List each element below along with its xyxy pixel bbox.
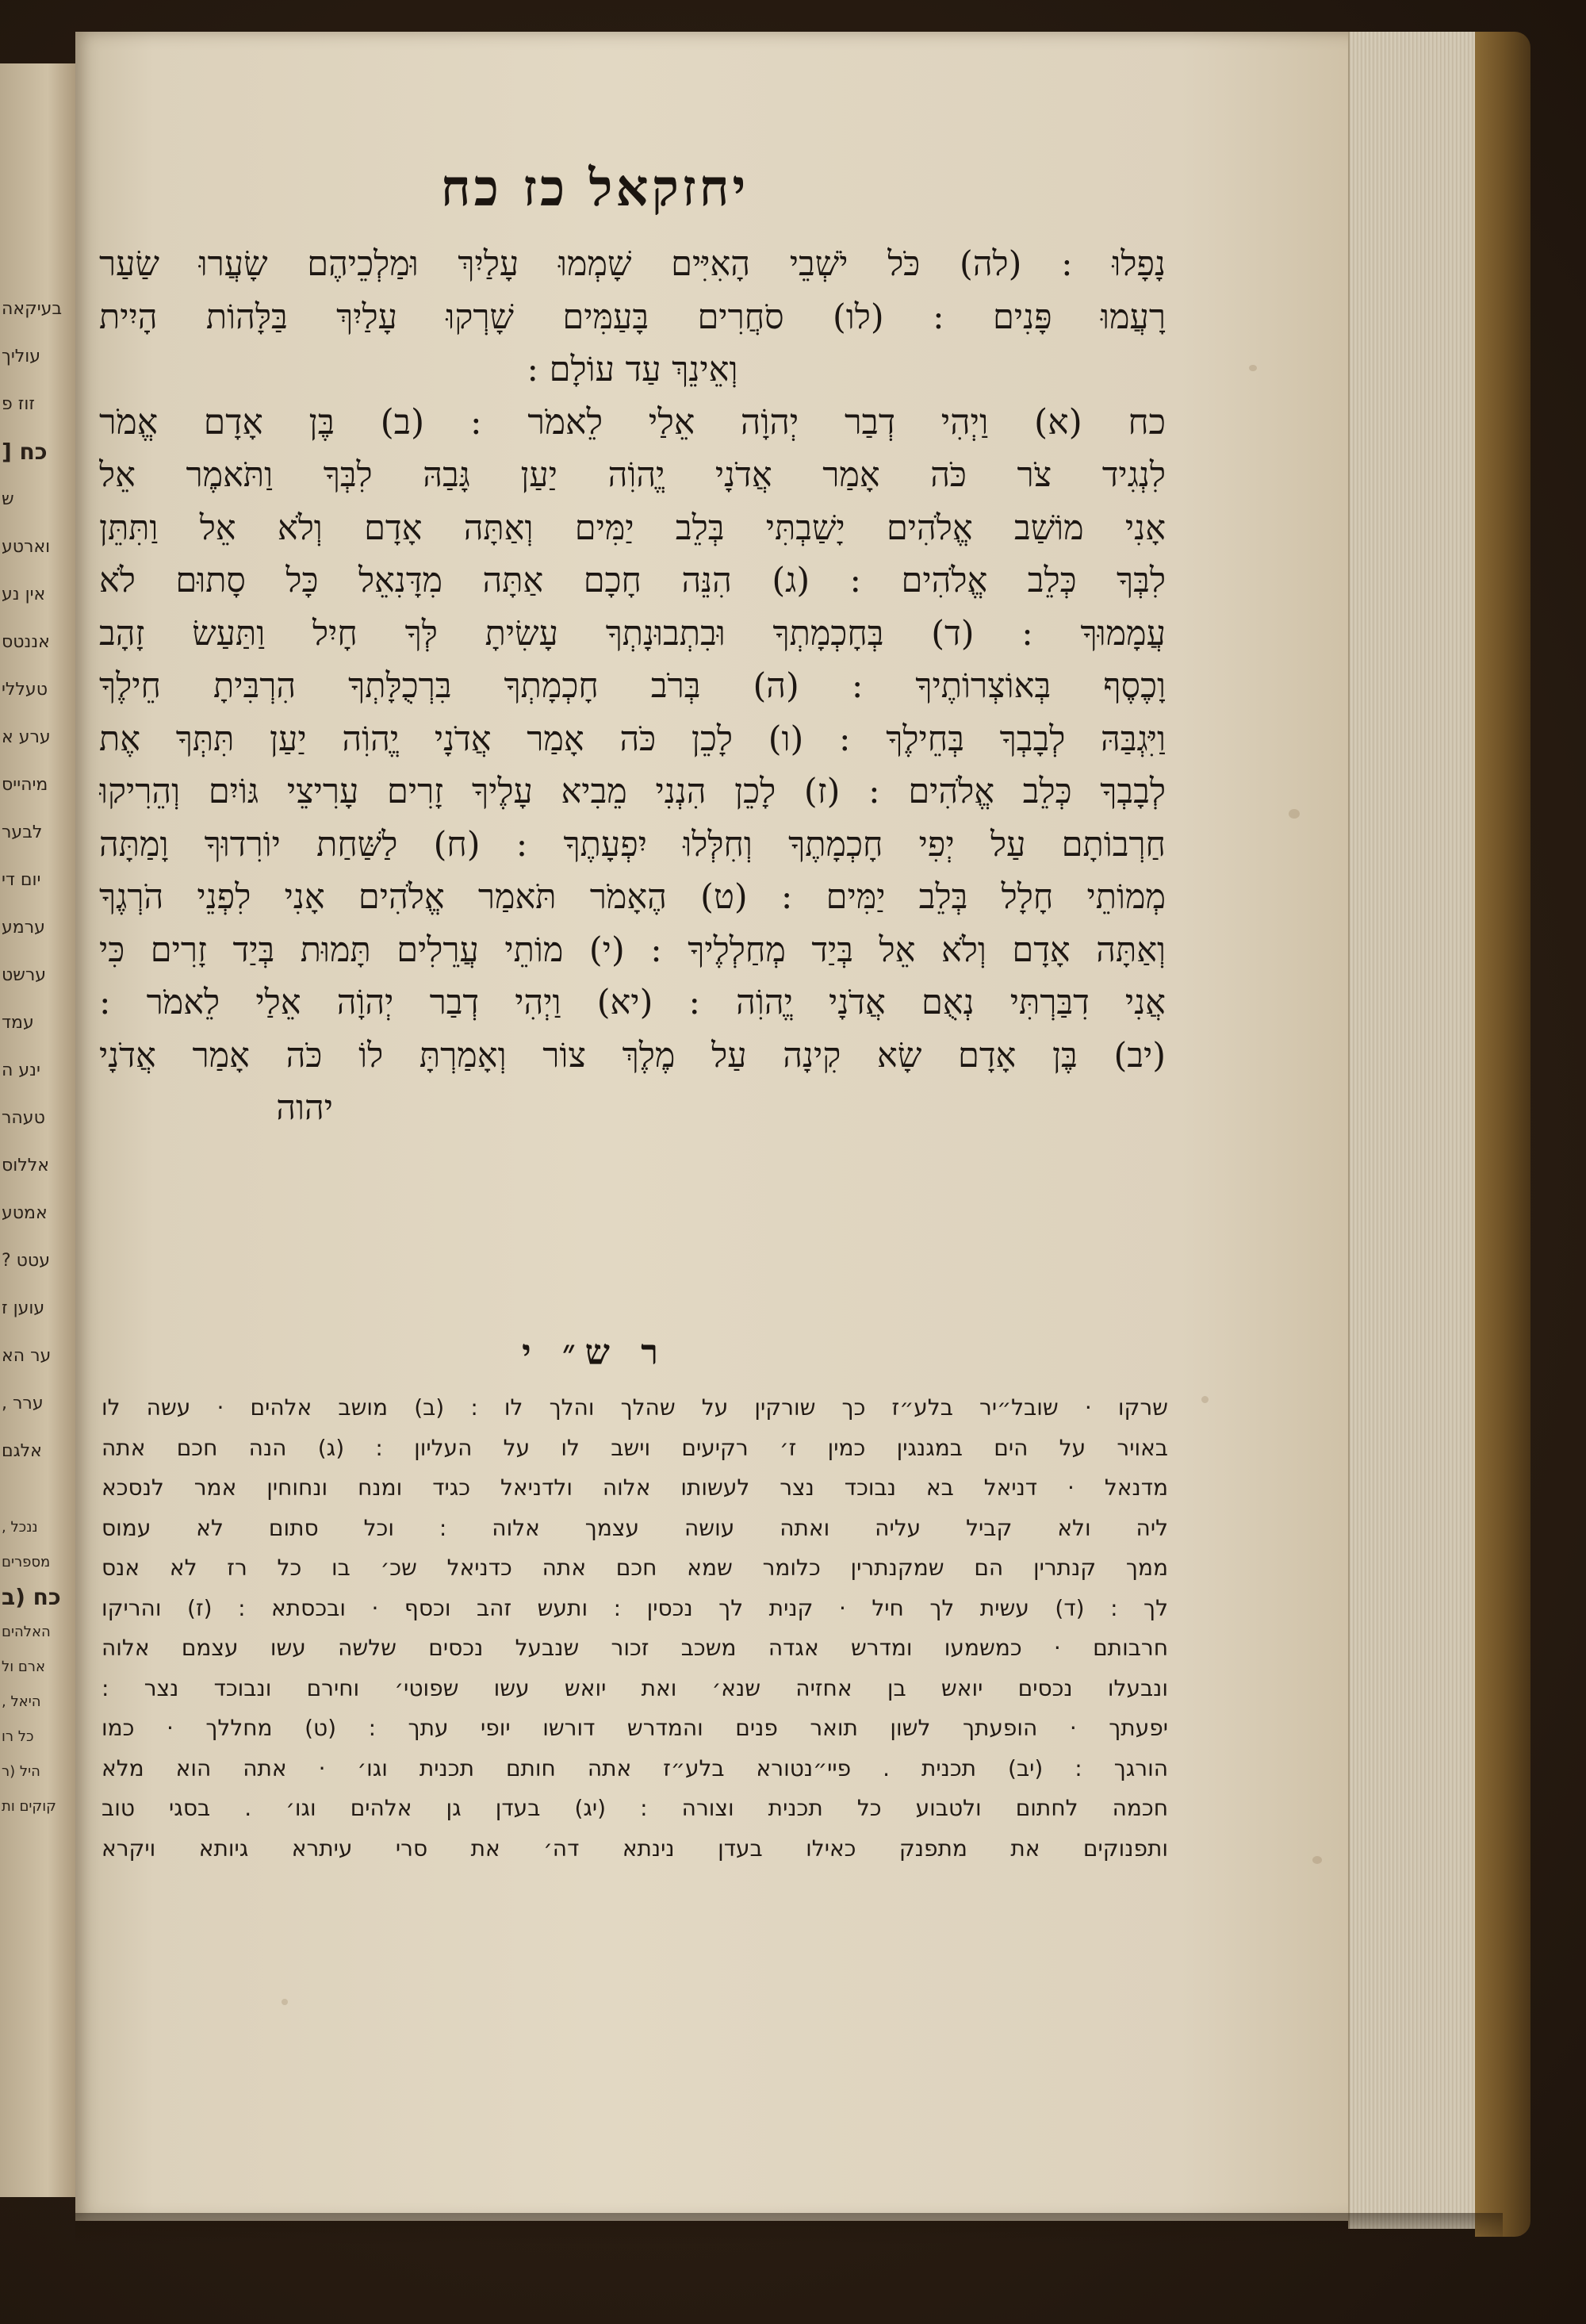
commentary-line: ותפנוקים את מתפנק כאילו בעדן נינתא דה׳ את סרי עיתרא גיותא ויקרא	[102, 1835, 1168, 1862]
scripture-text	[99, 238, 1166, 1135]
previous-page-fragment: וארטע	[2, 537, 51, 557]
previous-page-fragment: לבער	[2, 823, 43, 842]
commentary-line: חכמה לחתום ולטבוע כל תכנית וצורה : (יג) בעדן גן אלהים וגו׳ . בסגי טוב	[102, 1795, 1168, 1821]
previous-page-fragment: עוליך	[2, 347, 41, 366]
previous-page-fragment: ערשט	[2, 965, 47, 985]
previous-page-fragment: מיהייס	[2, 775, 48, 795]
previous-page-fragment: ש	[2, 489, 14, 509]
previous-page-fragment: ינע ה	[2, 1060, 40, 1080]
text-line: רָעֲמוּ פָּנִים : (לו) סֹחֲרִים בָּעַמִּים שָׁרְקוּ עָלַיִךְ בַּלָּהוֹת הָיִית	[99, 297, 1166, 337]
text-line: נָפָלוּ : (לה) כֹּל יֹשְׁבֵי הָאִיִּים שָׁמְמוּ עָלַיִךְ וּמַלְכֵיהֶם שָׂעֲרוּ שַׂעַר	[99, 244, 1166, 284]
previous-page-fragment: כל רו	[2, 1728, 34, 1745]
text-line: וַיִּגְבַּהּ לְבָבְךָ בְּחֵילֶךָ : (ו) לָכֵן כֹּה אָמַר אֲדֹנָי יֱהוִֹה יַעַן תִּתְּךָ אֶת	[99, 719, 1166, 759]
text-line: חַרְבוֹתָם עַל יְפִי חָכְמָתֶךָ וְחִלְּלוּ יִפְעָתֶךָ : (ח) לַשַּׁחַת יוֹרִדוּךָ וָמַתָּה	[99, 824, 1166, 865]
foxing-spot	[1312, 1856, 1322, 1864]
previous-page-text	[2, 286, 78, 1824]
previous-page-fragment: ערע א	[2, 727, 51, 747]
previous-page-fragment: עטט ?	[2, 1251, 50, 1271]
previous-page-fragment: אין נע	[2, 585, 46, 604]
text-line: עֲמָמוּךָ : (ד) בְּחָכְמָתְךָ וּבִתְבוּנָתְךָ עָשִׂיתָ לְּךָ חָיִל וַתַּעַשׂ זָהָב	[99, 613, 1166, 654]
commentary-line: חרבותם · כמשמעו ומדרש אגדה משכב זכור שנבעל נכסים שלשה עשו עצמם אלוה	[102, 1635, 1168, 1661]
text-line: וְאֵינֵךְ עַד עוֹלָם :	[527, 350, 738, 389]
previous-page-fragment: כח [	[2, 439, 48, 465]
previous-page-fragment: כח (ב	[2, 1584, 61, 1610]
text-line: וָכֶסֶף בְּאוֹצְרוֹתֶיךָ : (ה) בְּרֹב חָכְמָתְךָ בִּרְכֻלָּתְךָ הִרְבִּיתָ חֵילֶךָ	[99, 666, 1166, 706]
text-line: אֲנִי דִבַּרְתִּי נְאֻם אֲדֹנָי יֱהוִֹה : (יא) וַיְהִי דְבַר יְהוָֹה אֵלַי לֵאמֹר :	[99, 983, 1166, 1022]
text-line: אָנִי מוֹשַׁב אֱלֹהִים יָשַׁבְתִּי בְּלֵב יַמִּים וְאַתָּה אָדָם וְלֹא אֵל וַתִּתֵּן	[99, 508, 1166, 548]
previous-page-fragment: אלגם	[2, 1441, 42, 1461]
previous-page-fragment: ארם ול	[2, 1659, 45, 1675]
previous-page-fragment: אללוס	[2, 1156, 49, 1175]
text-line: מְמוֹתֵי חָלָל בְּלֵב יַמִּים : (ט) הֶאָמֹר תֹּאמַר אֱלֹהִים אָנִי לִפְנֵי הֹרְגֶךָ	[99, 877, 1166, 917]
text-line: לִנְגִיד צֹר כֹּה אָמַר אֲדֹנָי יֱהוִֹה יַעַן גָּבַהּ לִבְּךָ וַתֹּאמֶר אֵל	[99, 455, 1166, 495]
previous-page-fragment: ננכל ,	[2, 1519, 38, 1536]
commentary-line: ליה ולא קביל עליה ואתה עושה עצמך אלוה : וכל סתום לא עמוס	[102, 1514, 1168, 1541]
text-line: וְאַתָּה אָדָם וְלֹא אֵל בְּיַד מְחַלְלֶיךָ : (י) מוֹתֵי עֲרֵלִים תָּמוּת בְּיַד זָרִים כִּי	[99, 930, 1166, 970]
text-line: לִבְּךָ כְּלֵב אֱלֹהִים : (ג) הִנֵּה חָכָם אַתָּה מִדָּנִאֵל כָּל סָתוּם לֹא	[99, 561, 1166, 600]
previous-page-fragment: אמטע	[2, 1203, 48, 1223]
foxing-spot	[1249, 365, 1257, 371]
commentary-text	[102, 1388, 1168, 1869]
commentary-line: הורגך : (יב) תכנית . פיי״נטורא בלע״ז אתה חותם תכנית וגו׳ · אתה הוא מלא	[102, 1755, 1168, 1781]
commentary-line: ונבעלו נכסים יואש בן אחזיה שנא׳ ואת יואש עשו שפוטי׳ וחירם ונבוכד נצר :	[102, 1674, 1168, 1701]
text-line: לְבָבְךָ כְּלֵב אֱלֹהִים : (ז) לָכֵן הִנְנִי מֵבִיא עָלֶיךָ זָרִים עָרִיצֵי גּוֹיִם וְהֵרִיקוּ	[99, 772, 1166, 811]
previous-page-fragment: יום די	[2, 870, 41, 890]
commentary-line: יפעתך · הופעתך לשון תואר פנים והמדרש דורשו יופי עתך : (ט) מחללך · כמו	[102, 1715, 1168, 1741]
foxing-spot	[1289, 809, 1300, 819]
previous-page-fragment: האלהים	[2, 1624, 51, 1640]
previous-page-fragment: טעהר	[2, 1108, 45, 1128]
running-head: יחזקאל כז כח	[440, 159, 749, 218]
commentary-line: ממך קנתרין הם שמקנתרין כלומר שמא חכם אתה כדניאל שכ׳ בו כל רז לא אנס	[102, 1555, 1168, 1581]
commentary-line: באויר על הים במגנגין כמין ז׳ רקיעים וישב לו על העליון : (ג) הנה חכם אתה	[102, 1434, 1168, 1461]
catchword: יהוה	[276, 1088, 333, 1128]
commentary-line: לך : (ד) עשית לך חיל · קנית לך נכסין : ותעש זהב וכסף · ובכסתא : (ז) והריקו	[102, 1594, 1168, 1621]
previous-page-fragment: עוען ז	[2, 1298, 45, 1318]
previous-page-fragment: היל (ר	[2, 1763, 40, 1780]
previous-page-fragment: בעיקאה	[2, 299, 63, 319]
page-shadow	[75, 2213, 1503, 2245]
previous-page-fragment: קוקים ות	[2, 1798, 56, 1815]
previous-page-fragment: ער הא	[2, 1346, 52, 1366]
previous-page-fragment: אננטס	[2, 632, 50, 652]
page-block-edge	[1348, 32, 1492, 2229]
previous-page-fragment: מספרים	[2, 1554, 51, 1570]
previous-page-edge	[0, 63, 82, 2197]
commentary-line: מדנאל · דניאל בא נבוכד נצר לעשותו אלוה ולדניאל כגיד ומנח ונחוחין אמר לנסכא	[102, 1475, 1168, 1501]
book-cover-edge	[1475, 32, 1530, 2237]
commentary-line: שרקו · שובל״יר בלע״ז כך שורקין על שהלך והלך לו : (ב) מושב אלהים · עשה לו	[102, 1394, 1168, 1421]
previous-page-fragment: טעללי	[2, 680, 48, 700]
foxing-spot	[282, 1999, 288, 2005]
chapter-start-line: כח (א) וַיְהִי דְבַר יְהוָֹה אֵלַי לֵאמֹר : (ב) בֶּן אָדָם אֱמֹר	[99, 401, 1166, 443]
previous-page-fragment: זוז פ	[2, 394, 35, 414]
previous-page-fragment: היאל ,	[2, 1693, 41, 1710]
previous-page-fragment: ערר ,	[2, 1394, 44, 1413]
previous-page-fragment: ערמע	[2, 918, 45, 938]
commentary-heading: ר ש״ י	[522, 1333, 668, 1373]
text-line: (יב) בֶּן אָדָם שָׂא קִינָה עַל מֶלֶךְ צוֹר וְאָמַרְתָּ לוֹ כֹּה אָמַר אֲדֹנָי	[99, 1035, 1166, 1076]
previous-page-fragment: עמד	[2, 1013, 34, 1033]
previous-page-fragment	[2, 1475, 78, 1510]
foxing-spot	[1201, 1396, 1209, 1403]
